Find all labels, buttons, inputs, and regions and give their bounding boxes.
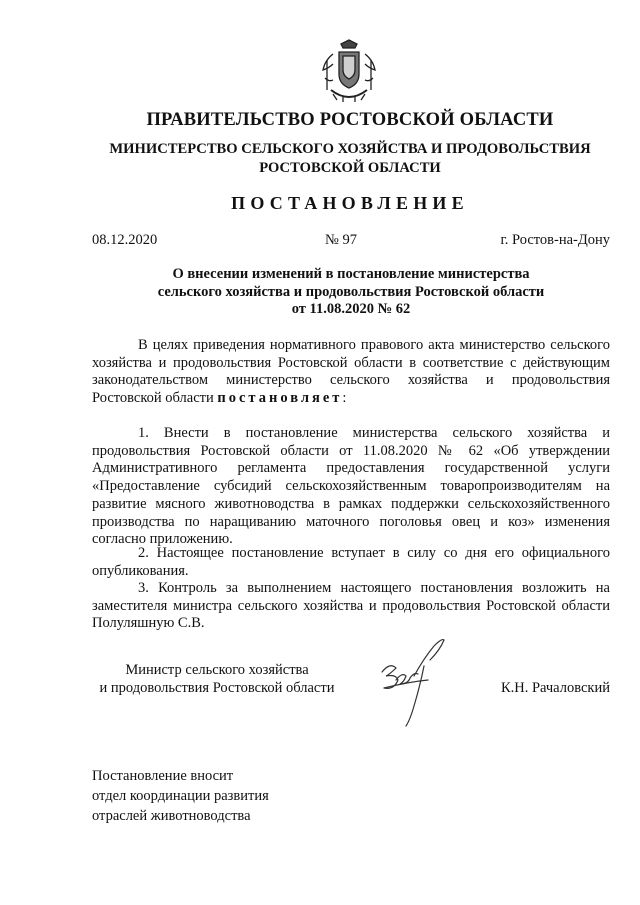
signatory-name: К.Н. Рачаловский (500, 680, 610, 696)
resolves-word: постановляет (217, 390, 343, 407)
signatory-title-line1: Министр сельского хозяйства (125, 662, 309, 678)
coat-of-arms-emblem (319, 38, 379, 104)
document-city: г. Ростов-на-Дону (500, 232, 610, 248)
resolves-colon: : (342, 390, 347, 407)
signatory-title-line2: и продовольствия Ростовской области (99, 680, 335, 696)
footer-note (92, 766, 269, 826)
handwritten-signature (378, 636, 450, 728)
document-number: № 97 (325, 232, 357, 248)
subject-line3: от 11.08.2020 № 62 (291, 301, 411, 317)
document-date: 08.12.2020 (92, 232, 158, 248)
footer-line3: отраслей животноводства (92, 808, 251, 824)
document-type: ПОСТАНОВЛЕНИЕ (231, 193, 469, 213)
footer-line1: Постановление вносит (92, 768, 234, 784)
subject-line1: О внесении изменений в постановление министерства (172, 266, 530, 282)
government-title: ПРАВИТЕЛЬСТВО РОСТОВСКОЙ ОБЛАСТИ (146, 110, 554, 130)
item-1-paragraph: 1. Внести в постановление министерства сельского хозяйства и продовольствия Ростовской области от 11.08.2020 № 62 «Об утверждении Административного регламента предоставления государственной услуги «Предоставление субсидий сельскохозяйственным товаропроизводителям на развитие мясного животноводства в рамках поддержки сельскохозяйственного производства по наращиванию маточного поголовья овец и коз» изменения согласно приложению. (92, 425, 610, 548)
item-2-paragraph: 2. Настоящее постановление вступает в силу со дня его официального опубликования. (92, 545, 610, 579)
ministry-title-line2: РОСТОВСКОЙ ОБЛАСТИ (259, 160, 441, 176)
signatory-title (92, 661, 342, 697)
ministry-title-line1: МИНИСТЕРСТВО СЕЛЬСКОГО ХОЗЯЙСТВА И ПРОДОВОЛЬСТВИЯ (109, 141, 591, 157)
footer-line2: отдел координации развития (92, 788, 269, 804)
item-3-paragraph: 3. Контроль за выполнением настоящего постановления возложить на заместителя министра сельского хозяйства и продовольствия Ростовской области Полуляшную С.В. (92, 580, 610, 632)
subject-line2: сельского хозяйства и продовольствия Ростовской области (157, 283, 545, 300)
preamble-text: В целях приведения нормативного правового акта министерство сельского хозяйства и продовольствия Ростовской области в соответствие с действующим законодательством министерство сельского хозяйства и продовольствия Ростовской области (92, 337, 610, 407)
document-subject (92, 266, 610, 319)
preamble-paragraph (92, 337, 610, 408)
